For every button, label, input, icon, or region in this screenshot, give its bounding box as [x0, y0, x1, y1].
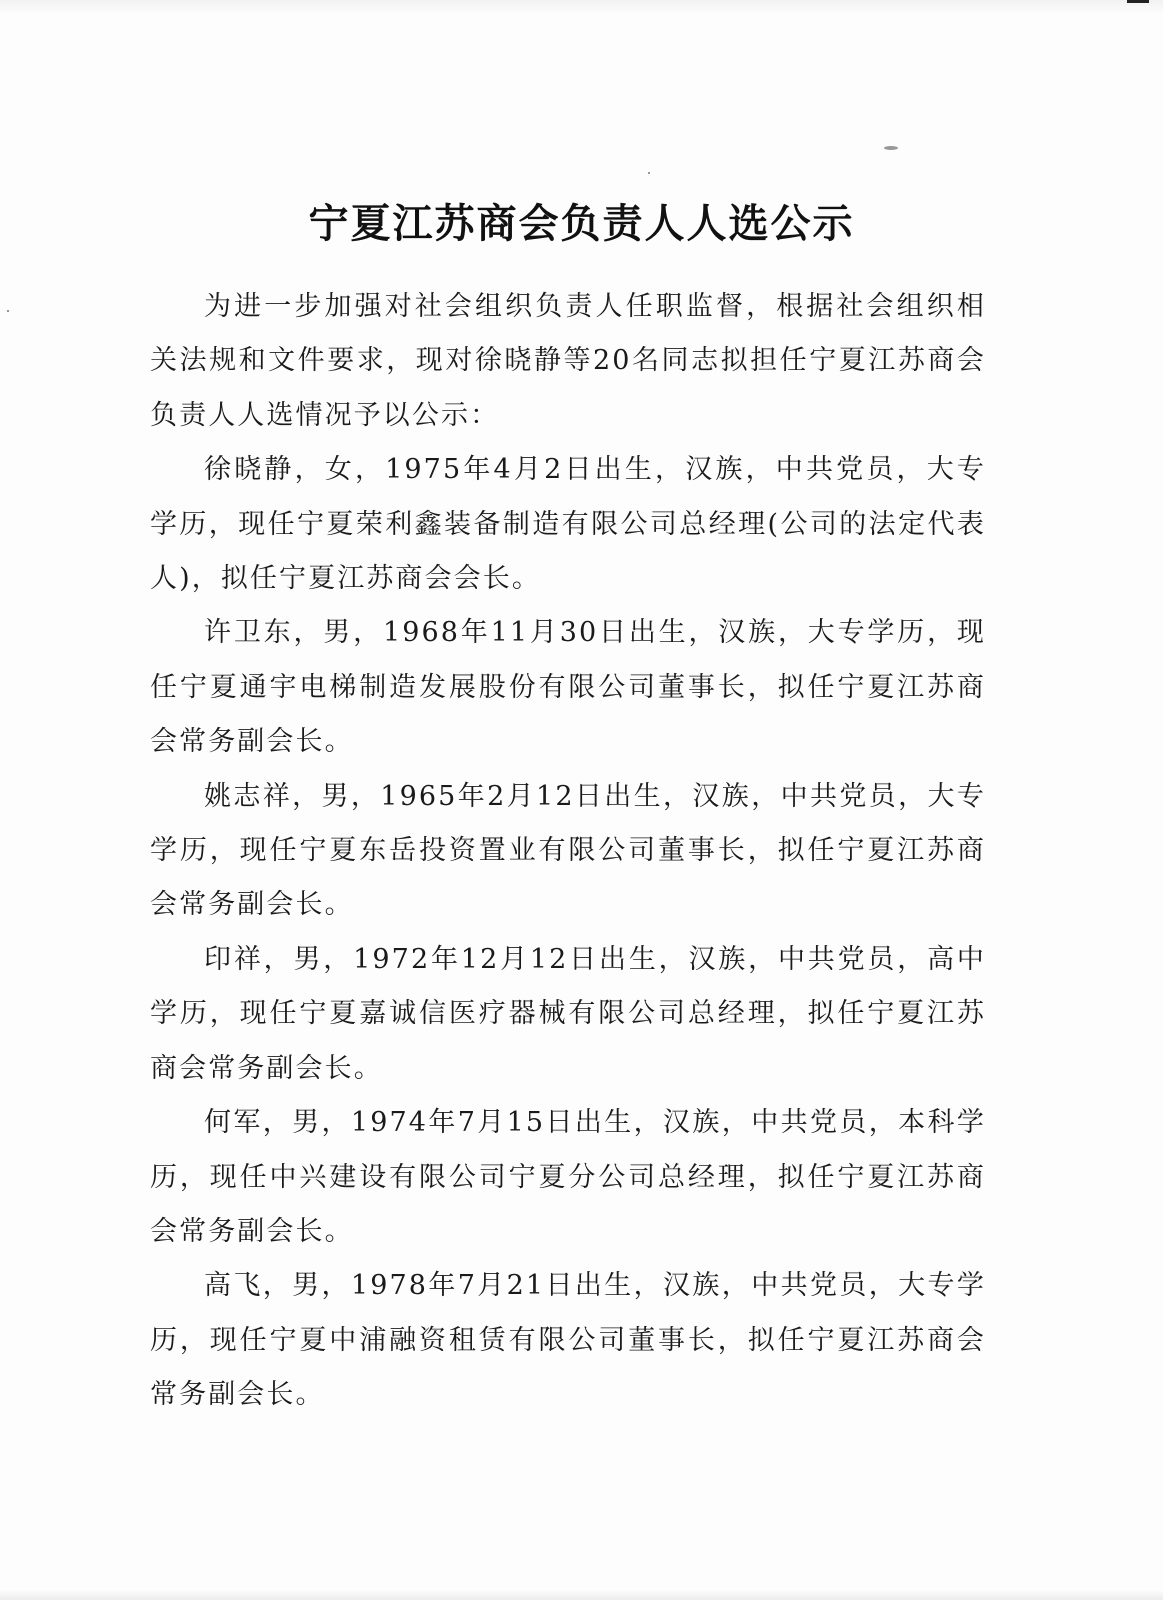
- scan-edge-mark: [1127, 0, 1149, 3]
- scan-speck: [648, 172, 650, 174]
- candidate-paragraph: 许卫东，男，1968年11月30日出生，汉族，大专学历，现任宁夏通宇电梯制造发展股份有限公司董事长，拟任宁夏江苏商会常务副会长。: [150, 617, 986, 758]
- candidate-paragraph: 何军，男，1974年7月15日出生，汉族，中共党员，本科学历，现任中兴建设有限公司宁夏分公司总经理，拟任宁夏江苏商会常务副会长。: [150, 1107, 986, 1247]
- candidate-paragraph: 印祥，男，1972年12月12日出生，汉族，中共党员，高中学历，现任宁夏嘉诚信医疗器械有限公司总经理，拟任宁夏江苏商会常务副会长。: [150, 943, 986, 1084]
- candidate-paragraph: 徐晓静，女，1975年4月2日出生，汉族，中共党员，大专学历，现任宁夏荣利鑫装备制造有限公司总经理(公司的法定代表人)，拟任宁夏江苏商会会长。: [150, 454, 986, 595]
- document-body: [150, 280, 986, 1423]
- scan-speck: [7, 310, 9, 312]
- intro-paragraph: 为进一步加强对社会组织负责人任职监督，根据社会组织相关法规和文件要求，现对徐晓静等20名同志拟担任宁夏江苏商会负责人人选情况予以公示：: [150, 291, 986, 431]
- candidate-paragraph: 姚志祥，男，1965年2月12日出生，汉族，中共党员，大专学历，现任宁夏东岳投资置业有限公司董事长，拟任宁夏江苏商会常务副会长。: [150, 780, 986, 921]
- document-title: 宁夏江苏商会负责人人选公示: [308, 200, 855, 247]
- scan-top-shadow: [0, 0, 1163, 14]
- scan-bottom-shadow: [0, 1590, 1163, 1600]
- candidate-paragraph: 高飞，男，1978年7月21日出生，汉族，中共党员，大专学历，现任宁夏中浦融资租赁有限公司董事长，拟任宁夏江苏商会常务副会长。: [150, 1270, 986, 1411]
- scan-speck: [884, 146, 898, 150]
